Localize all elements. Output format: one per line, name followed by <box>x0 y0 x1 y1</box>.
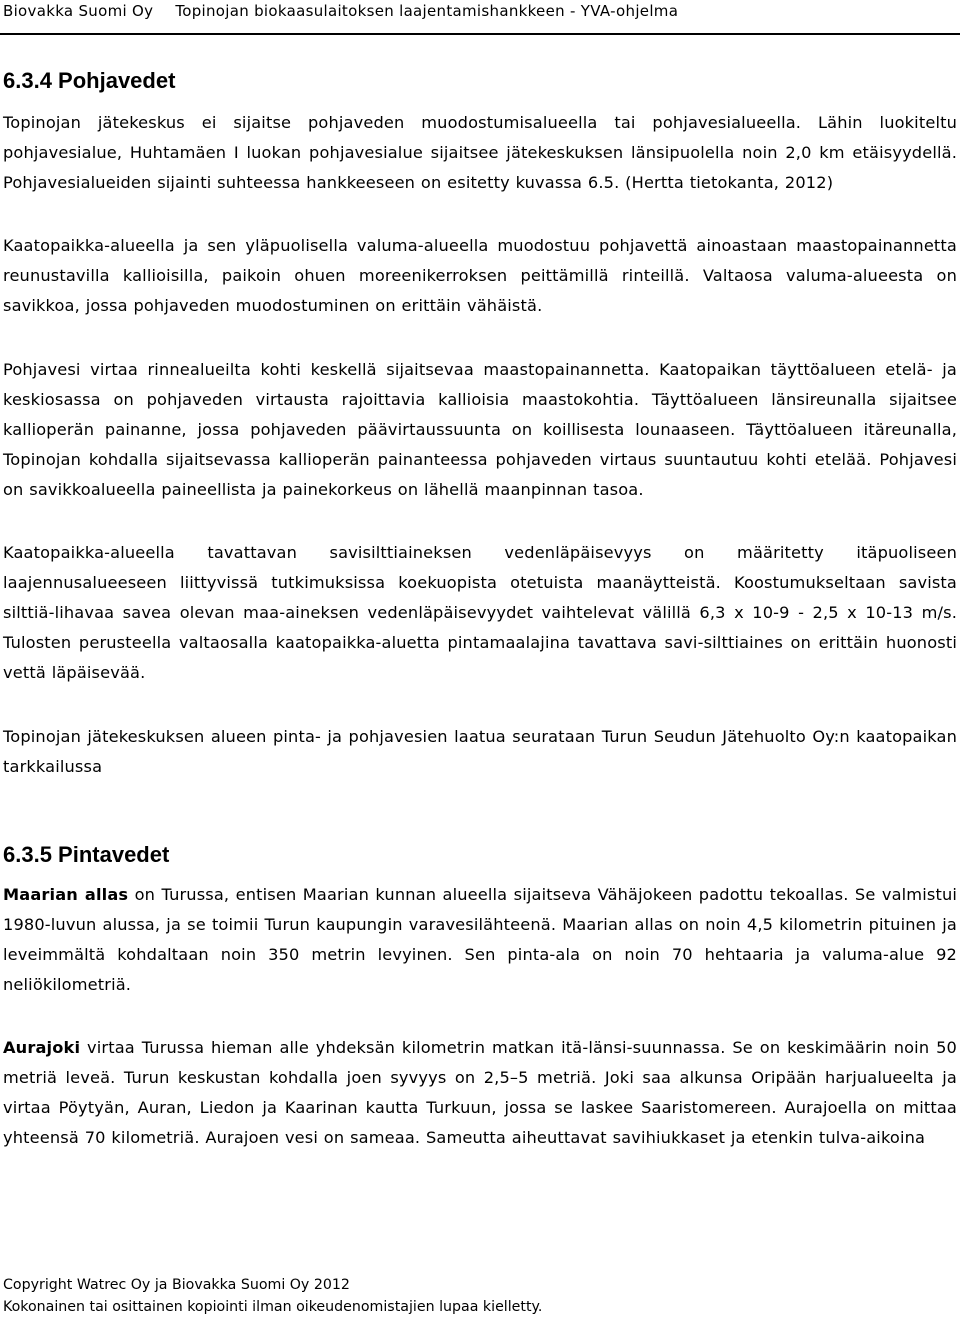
page-footer <box>3 1274 542 1318</box>
paragraph-pohjavesi-virtaa: Pohjavesi virtaa rinnealueilta kohti keskellä sijaitsevaa maastopainannetta. Kaatopaikan täyttöalueen etelä- ja keskiosassa on pohjaveden virtausta rajoittavia kallioisia maastokohtia. Täyttöalueen länsireunalla sijaitsee kallioperän painanne, jossa pohjaveden päävirtaussuunta on koillisesta lounaaseen. Täyttöalueen itäreunalla, Topinojan kohdalla sijaitsevassa kallioperän painanteessa pohjaveden virtaus suuntautuu kohti etelää. Pohjavesi on savikkoalueella paineellista ja painekorkeus on lähellä maanpinnan tasoa. <box>3 359 957 499</box>
page-header <box>3 1 678 21</box>
paragraph-maarian-allas <box>3 880 957 1000</box>
section-heading-pohjavedet: 6.3.4 Pohjavedet <box>3 68 176 93</box>
paragraph-vedenlapaisevyys: Kaatopaikka-alueella tavattavan savisilttiaineksen vedenläpäisevyys on määritetty itäpuoliseen laajennusalueeseen liittyvissä tutkimuksissa koekuopista otetuista maanäytteistä. Koostumukseltaan savista silttiä-lihavaa savea olevan maa-aineksen vedenläpäisevyydet vaihtelevat välillä 6,3 x 10-9 - 2,5 x 10-13 m/s. Tulosten perusteella valtaosalla kaatopaikka-aluetta pintamaalajina tavattava savi-silttiaines on erittäin huonosti vettä läpäisevää. <box>3 543 957 683</box>
term-aurajoki: Aurajoki <box>3 1038 81 1058</box>
document-body <box>3 66 957 1153</box>
paragraph-pohjavesialue: Topinojan jätekeskus ei sijaitse pohjaveden muodostumisalueella tai pohjavesialueella. Lähin luokiteltu pohjavesialue, Huhtamäen I luokan pohjavesialue sijaitsee jätekeskuksen länsipuolella noin 2,0 km etäisyydellä. Pohjavesialueiden sijainti suhteessa hankkeeseen on esitetty kuvassa 6.5. (Hertta tietokanta, 2012) <box>3 113 957 193</box>
paragraph-tarkkailu: Topinojan jätekeskuksen alueen pinta- ja pohjavesien laatua seurataan Turun Seudun Jätehuolto Oy:n kaatopaikan tarkkailussa <box>3 726 957 776</box>
section-heading-pintavedet: 6.3.5 Pintavedet <box>3 841 170 867</box>
footer-notice: Kokonainen tai osittainen kopiointi ilman oikeudenomistajien lupaa kielletty. <box>3 1299 543 1315</box>
paragraph-aurajoki-text: virtaa Turussa hieman alle yhdeksän kilometrin matkan itä-länsi-suunnassa. Se on keskimäärin noin 50 metriä leveä. Turun keskustan kohdalla joen syvyys on 2,5–5 metriä. Joki saa alkunsa Oripään harjualueelta ja virtaa Pöytyän, Auran, Liedon ja Kaarinan kautta Turkuun, jossa se laskee Saaristomereen. Aurajoella on mittaa yhteensä 70 kilometriä. Aurajoen vesi on sameaa. Sameutta aiheuttavat savihiukkaset ja etenkin tulva-aikoina <box>3 1038 957 1148</box>
header-company: Biovakka Suomi Oy <box>3 2 154 20</box>
footer-copyright: Copyright Watrec Oy ja Biovakka Suomi Oy 2012 <box>3 1277 350 1293</box>
header-rule <box>0 33 960 35</box>
paragraph-kaatopaikka-alue: Kaatopaikka-alueella ja sen yläpuolisella valuma-alueella muodostuu pohjavettä ainoastaan maastopainannetta reunustavilla kallioisilla, paikoin ohuen moreenikerroksen peittämillä rinteillä. Valtaosa valuma-alueesta on savikkoa, jossa pohjaveden muodostuminen on erittäin vähäistä. <box>3 236 957 316</box>
paragraph-maarian-allas-text: on Turussa, entisen Maarian kunnan alueella sijaitseva Vähäjokeen padottu tekoallas. Se valmistui 1980-luvun alussa, ja se toimii Turun kaupungin varavesilähteenä. Maarian allas on noin 4,5 kilometrin pituinen ja leveimmältä kohdaltaan noin 350 metrin levyinen. Sen pinta-ala on noin 70 hehtaaria ja valuma-alue 92 neliökilometriä. <box>3 884 957 994</box>
paragraph-aurajoki <box>3 1033 957 1153</box>
header-title: Topinojan biokaasulaitoksen laajentamishankkeen - YVA-ohjelma <box>175 2 679 20</box>
term-maarian-allas: Maarian allas <box>3 884 129 904</box>
